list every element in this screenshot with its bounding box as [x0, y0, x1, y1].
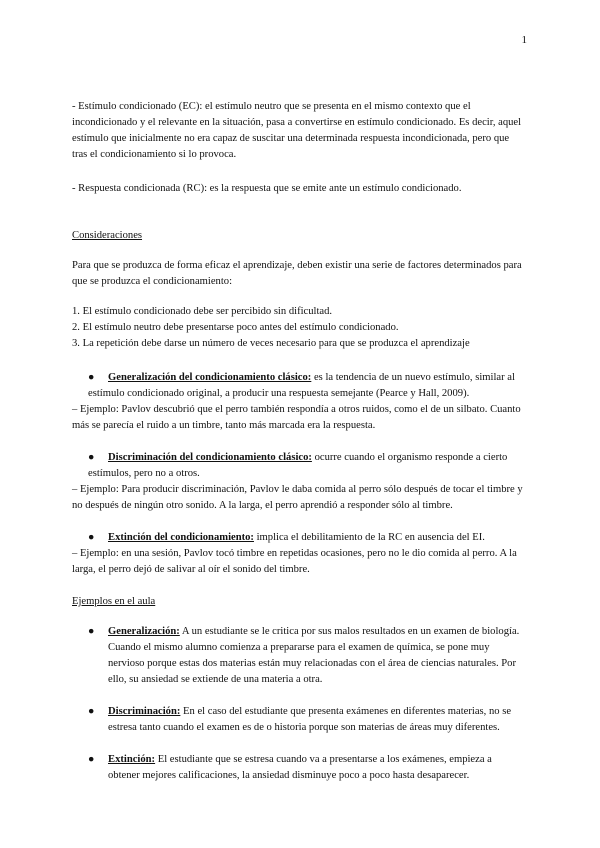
- definition-text: es la tendencia de un nuevo estímulo, similar al estímulo condicionado original, a producir una respuesta semejante (Pearce y Hall, 2009).: [88, 372, 515, 399]
- document-body: [72, 99, 524, 800]
- example-description: En el caso del estudiante que presenta exámenes en diferentes materias, no se estresa tanto cuando el examen es de o historia porque son materias de áreas muy diferentes.: [108, 706, 512, 733]
- bullet-discrimination: [72, 450, 524, 514]
- bullet-generalization: [72, 370, 524, 434]
- term-label: Extinción:: [108, 754, 156, 765]
- term-discrimination: Discriminación del condicionamiento clásico:: [108, 452, 312, 463]
- example-text: – Ejemplo: en una sesión, Pavlov tocó timbre en repetidas ocasiones, pero no le dio comida al perro. A la larga, el perro dejó de salivar al oír el sonido del timbre.: [72, 548, 517, 575]
- term-label: Generalización:: [108, 626, 180, 637]
- example-description: El estudiante que se estresa cuando va a presentarse a los exámenes, empieza a obtener mejores calificaciones, la ansiedad disminuye poco a poco hasta desaparecer.: [108, 754, 492, 781]
- classroom-heading: Ejemplos en el aula: [72, 596, 156, 607]
- definition-ec: - Estímulo condicionado (EC): el estímulo neutro que se presenta en el mismo contexto que el incondicionado y el relevante en la situación, pasa a convertirse en estímulo condicionado. Es decir, aquel estímulo que inicialmente no era capaz de suscitar una determinada respuesta incondicionada, pero que tras el condicionamiento si lo provoca.: [72, 101, 522, 160]
- definition-rc: - Respuesta condicionada (RC): es la respuesta que se emite ante un estímulo condicionado.: [72, 183, 462, 194]
- bullet-icon: ●: [88, 452, 95, 463]
- list-item: 2. El estímulo neutro debe presentarse poco antes del estímulo condicionado.: [72, 322, 399, 333]
- term-generalization: Generalización del condicionamiento clásico:: [108, 372, 312, 383]
- bullet-extinction: [72, 530, 524, 578]
- page-number: 1: [521, 34, 527, 46]
- bullet-icon: ●: [88, 532, 95, 543]
- classroom-example-extinction: [72, 752, 524, 784]
- example-text: – Ejemplo: Pavlov descubrió que el perro también respondía a otros ruidos, como el de un silbato. Cuanto más se parecía el ruido a un timbre, tanto más marcada era la respuesta.: [72, 404, 521, 431]
- classroom-example-discrimination: [72, 704, 524, 736]
- bullet-icon: ●: [88, 706, 95, 717]
- considerations-intro: Para que se produzca de forma eficaz el aprendizaje, deben existir una serie de factores determinados para que se produzca el condicionamiento:: [72, 260, 522, 287]
- bullet-icon: ●: [88, 626, 95, 637]
- term-label: Discriminación:: [108, 706, 181, 717]
- example-text: – Ejemplo: Para producir discriminación, Pavlov le daba comida al perro sólo después de tocar el timbre y no después de ningún otro sonido. A la larga, el perro aprendió a responder sólo al timbre.: [72, 484, 523, 511]
- bullet-icon: ●: [88, 372, 95, 383]
- considerations-heading: Consideraciones: [72, 230, 143, 241]
- definition-text: implica el debilitamiento de la RC en ausencia del EI.: [253, 532, 485, 543]
- example-description: A un estudiante se le critica por sus malos resultados en un examen de biología. Cuando el mismo alumno comienza a prepararse para el examen de química, se pone muy nervioso porque estas dos materias están muy relacionadas con el área de ciencias naturales. Por ello, su ansiedad se extiende de una materia a otra.: [108, 626, 520, 685]
- list-item: 1. El estímulo condicionado debe ser percibido sin dificultad.: [72, 306, 333, 317]
- list-item: 3. La repetición debe darse un número de veces necesario para que se produzca el aprendizaje: [72, 338, 470, 349]
- term-extinction: Extinción del condicionamiento:: [108, 532, 254, 543]
- conditioning-factors-list: [72, 304, 524, 352]
- bullet-icon: ●: [88, 754, 95, 765]
- classroom-example-generalization: [72, 624, 524, 688]
- definition-text: ocurre cuando el organismo responde a cierto estímulos, pero no a otros.: [88, 452, 508, 479]
